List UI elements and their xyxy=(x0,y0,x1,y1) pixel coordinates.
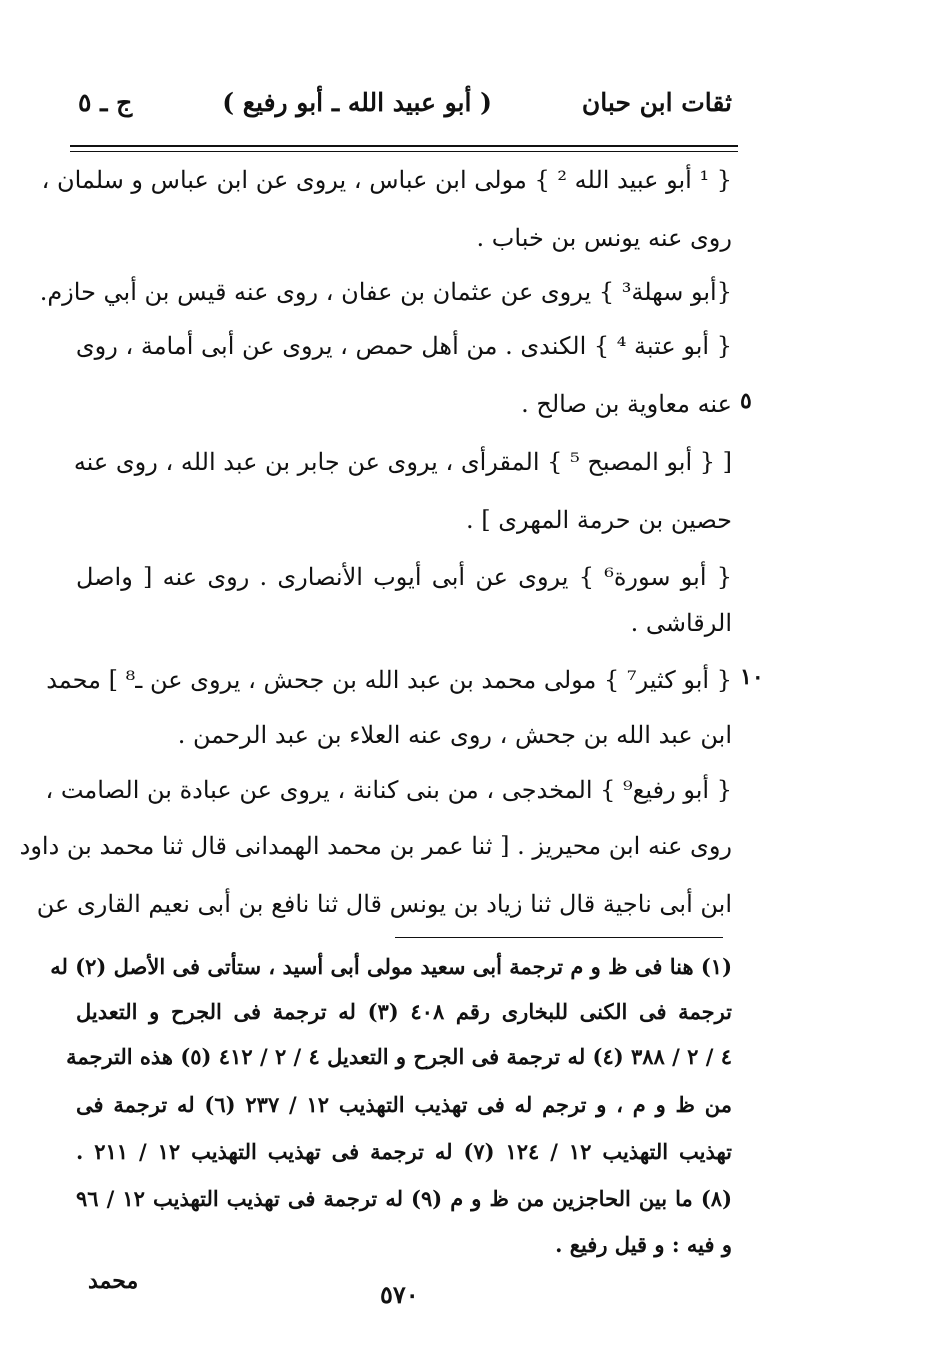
footnote-line-6: (٨) ما بين الحاجزين من ظ و م (٩) له ترجمة فى تهذيب التهذيب ١٢ / ٩٦ xyxy=(76,1186,732,1211)
text-line-3: {أبو سهلة³ } يروى عن عثمان بن عفان ، روى عنه قيس بن أبي حازم. xyxy=(39,278,732,306)
footnote-line-2: ترجمة فى الكنى للبخارى رقم ٤٠٨ (٣) له ترجمة فى الجرح و التعديل xyxy=(76,999,732,1024)
footnote-line-3: ٤ / ٢ / ٣٨٨ (٤) له ترجمة فى الجرح و التعديل ٤ / ٢ / ٤١٢ (٥) هذه الترجمة xyxy=(66,1044,732,1069)
text-line-13: روى عنه ابن محيريز . [ ثنا عمر بن محمد الهمدانى قال ثنا محمد بن داود xyxy=(19,832,732,860)
text-line-9: الرقاشى . xyxy=(630,609,732,637)
header-volume: ج ـ ٥ xyxy=(78,88,133,117)
footnote-line-1: (١) هنا فى ظ و م ترجمة أبى سعيد مولى أبى أسيد ، ستأتى فى الأصل (٢) له xyxy=(50,954,732,979)
running-header xyxy=(78,88,732,128)
footnote-line-5: تهذيب التهذيب ١٢ / ١٢٤ (٧) له ترجمة فى تهذيب التهذيب ١٢ / ٢١١ . xyxy=(76,1139,733,1164)
catchword: محمد xyxy=(88,1268,139,1294)
header-section-range: ( أبو عبيد الله ـ أبو رفيع ) xyxy=(222,88,492,117)
text-line-11: ابن عبد الله بن جحش ، روى عنه العلاء بن عبد الرحمن . xyxy=(177,721,732,749)
header-book-title: ثقات ابن حبان xyxy=(581,88,732,117)
text-line-1: { ¹ أبو عبيد الله ² } مولى ابن عباس ، يروى عن ابن عباس و سلمان ، xyxy=(41,166,732,194)
text-line-7: حصين بن حرمة المهرى ] . xyxy=(466,506,732,534)
page-number: ٥٧٠ xyxy=(380,1280,419,1309)
footnote-line-7: و فيه : و قيل رفيع . xyxy=(555,1232,732,1257)
footnote-rule xyxy=(395,937,723,938)
line-number-10: ١٠ xyxy=(740,664,764,690)
text-line-4: { أبو عتبة ⁴ } الكندى . من أهل حمص ، يروى عن أبى أمامة ، روى xyxy=(75,332,732,360)
text-line-8: { أبو سورة⁶ } يروى عن أبى أيوب الأنصارى . روى عنه [ واصل xyxy=(76,563,732,591)
text-line-10: { أبو كثير⁷ } مولى محمد بن عبد الله بن جحش ، يروى عن ـ⁸ ] محمد xyxy=(46,666,732,694)
line-number-5: ٥ xyxy=(740,388,752,414)
header-rule xyxy=(70,145,738,147)
footnote-line-4: من ظ و م ، و ترجم له فى تهذيب التهذيب ١٢ / ٢٣٧ (٦) له ترجمة فى xyxy=(76,1092,733,1117)
text-line-6: [ { أبو المصبح ⁵ } المقرأى ، يروى عن جابر بن عبد الله ، روى عنه xyxy=(73,448,732,476)
header-rule-thin xyxy=(70,151,738,152)
text-line-2: روى عنه يونس بن خباب . xyxy=(476,224,732,252)
text-line-5: عنه معاوية بن صالح . xyxy=(521,390,732,418)
text-line-14: ابن أبى ناجية قال ثنا زياد بن يونس قال ثنا نافع بن أبى نعيم القارى عن xyxy=(36,890,732,918)
text-line-12: { أبو رفيع⁹ } المخدجى ، من بنى كنانة ، يروى عن عبادة بن الصامت ، xyxy=(45,776,732,804)
